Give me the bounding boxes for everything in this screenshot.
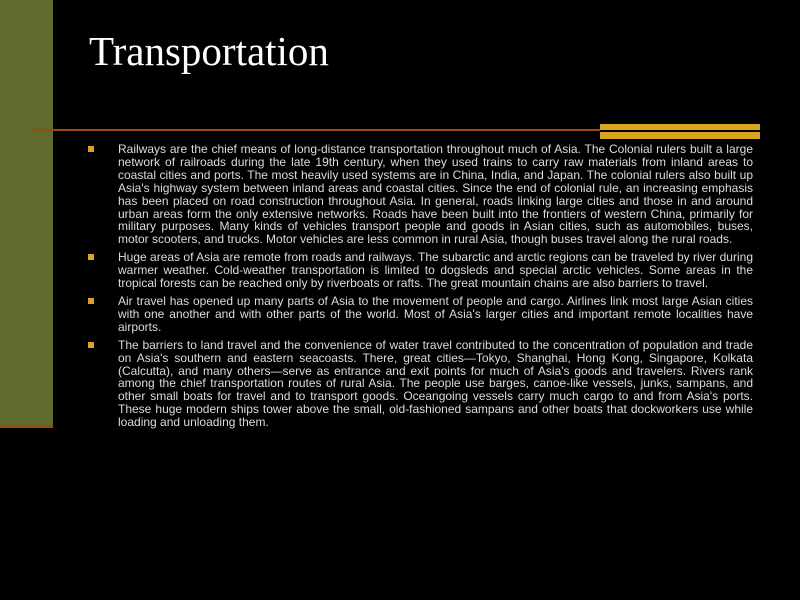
bullet-text: The barriers to land travel and the convenience of water travel contributed to the concentration of population and trade on Asia's southern and eastern seacoasts. There, great cities—Tokyo, Shanghai, Hong Kong, Singapore, Kolkata (Calcutta), and many others—serve as entrance and exit points for much of Asia's goods and travelers. Rivers rank among the chief transportation routes of rural Asia. The people use barges, canoe-like vessels, junks, sampans, and other small boats for travel and to transport goods. Oceangoing vessels carry much cargo to and from Asia's ports. These huge modern ships tower above the small, old-fashioned sampans and other boats that dockworkers use while loading and unloading them. bbox=[118, 337, 753, 430]
bullet-item-water-travel bbox=[88, 339, 753, 429]
bullet-text: Air travel has opened up many parts of Asia to the movement of people and cargo. Airlines link most large Asian cities with one another and with other parts of the world. Most of Asia's larger cities and important remote localities have airports. bbox=[118, 293, 753, 334]
bullet-text: Railways are the chief means of long-distance transportation throughout much of Asia. The Colonial rulers built a large network of railroads during the late 19th century, when they used trains to carry raw materials from inland areas to coastal cities and ports. The most heavily used systems are in China, India, and Japan. The colonial rulers also built up Asia's highway system between inland areas and coastal cities. Since the end of colonial rule, an increasing emphasis has been placed on road construction throughout Asia. In general, roads linking large cities and those in and around urban areas form the only extensive networks. Roads have been built into the frontiers of western China, primarily for military purposes. Many kinds of vehicles transport people and goods in Asian cities, such as automobiles, buses, motor scooters, and trucks. Motor vehicles are less common in rural Asia, though buses travel along the rural roads. bbox=[118, 142, 753, 247]
bullet-square-icon bbox=[88, 146, 94, 152]
bullet-square-icon bbox=[88, 254, 94, 260]
sidebar-divider bbox=[0, 425, 53, 428]
sidebar-band bbox=[0, 0, 53, 426]
bullet-list bbox=[88, 143, 753, 434]
bullet-item-air-travel bbox=[88, 295, 753, 334]
bullet-square-icon bbox=[88, 298, 94, 304]
accent-bar-top bbox=[600, 124, 760, 130]
accent-bar-bottom bbox=[600, 132, 760, 139]
bullet-square-icon bbox=[88, 342, 94, 348]
bullet-item-railways bbox=[88, 143, 753, 246]
slide-title: Transportation bbox=[89, 28, 329, 74]
bullet-item-remote-areas bbox=[88, 251, 753, 290]
title-rule bbox=[33, 129, 600, 131]
bullet-text: Huge areas of Asia are remote from roads and railways. The subarctic and arctic regions can be traveled by river during warmer weather. Cold-weather transportation is limited to dogsleds and special arctic vehicles. Some areas in the tropical forests can be reached only by riverboats or rafts. The great mountain chains are also barriers to travel. bbox=[118, 250, 753, 291]
